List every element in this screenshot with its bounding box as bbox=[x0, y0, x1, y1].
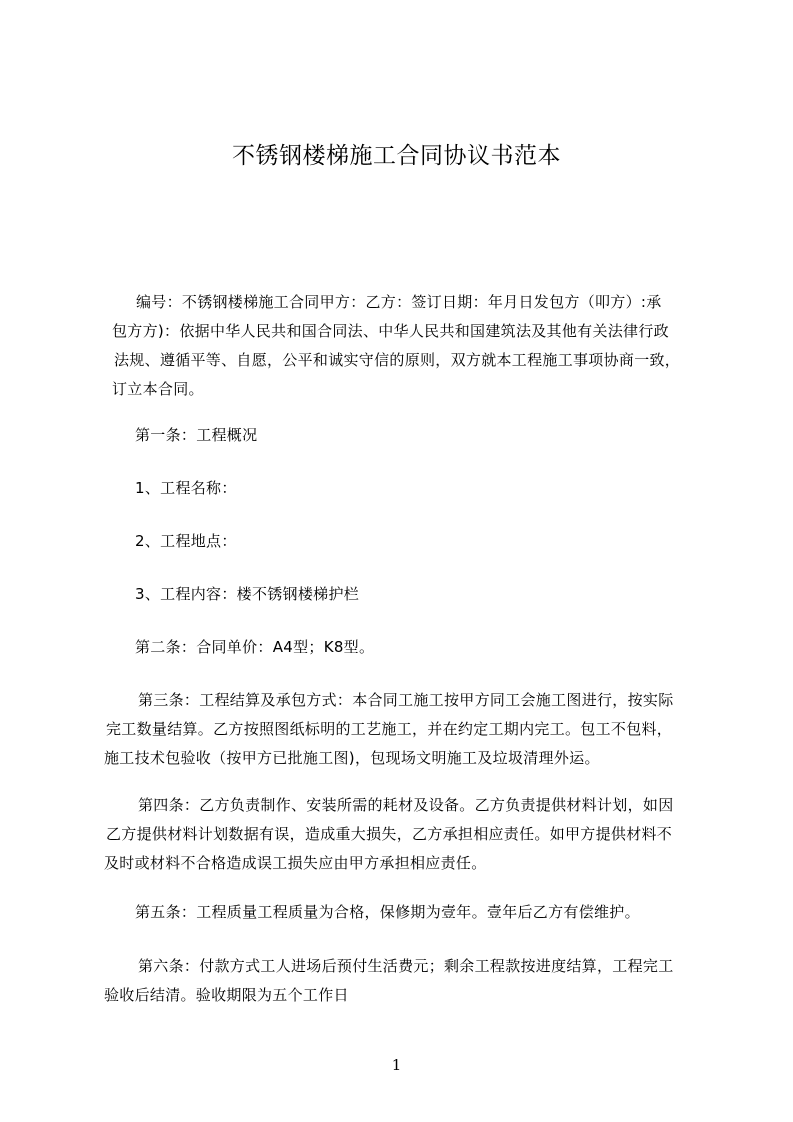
preamble-line: 订立本合同。 bbox=[112, 380, 204, 398]
article2-paragraph: 第二条：合同单价：A4型；K8型。 bbox=[135, 638, 375, 656]
article3-line: 完工数量结算。乙方按照图纸标明的工艺施工，并在约定工期内完工。包工不包料， bbox=[106, 720, 673, 738]
project-name-item: 1、工程名称： bbox=[135, 479, 237, 497]
article4-paragraph bbox=[104, 791, 704, 878]
preamble-line: 法规、遵循平等、自愿，公平和诚实守信的原则，双方就本工程施工事项协商一致， bbox=[114, 351, 681, 369]
article5-paragraph: 第五条：工程质量工程质量为合格，保修期为壹年。壹年后乙方有偿维护。 bbox=[135, 903, 640, 921]
article3-line: 第三条：工程结算及承包方式：本合同工施工按甲方同工会施工图进行，按实际 bbox=[138, 691, 674, 709]
article3-line: 施工技术包验收（按甲方已批施工图)，包现场文明施工及垃圾清理外运。 bbox=[104, 749, 600, 767]
article6-line: 第六条：付款方式工人进场后预付生活费元；剩余工程款按进度结算，工程完工 bbox=[138, 957, 674, 975]
article4-line: 乙方提供材料计划数据有误，造成重大损失，乙方承担相应责任。如甲方提供材料不 bbox=[106, 825, 673, 843]
article1-heading: 第一条：工程概况 bbox=[135, 426, 258, 444]
article6-line: 验收后结清。验收期限为五个工作日 bbox=[104, 986, 349, 1004]
article6-paragraph bbox=[104, 952, 704, 1010]
preamble-paragraph bbox=[104, 288, 704, 404]
project-location-item: 2、工程地点： bbox=[135, 532, 237, 550]
article4-line: 第四条：乙方负责制作、安装所需的耗材及设备。乙方负责提供材料计划，如因 bbox=[138, 796, 674, 814]
page-number: 1 bbox=[391, 1056, 402, 1074]
preamble-line: 包方方)：依据中华人民共和国合同法、中华人民共和国建筑法及其他有关法律行政 bbox=[112, 322, 669, 340]
article3-paragraph bbox=[104, 686, 704, 773]
project-content-item: 3、工程内容：楼不锈钢楼梯护栏 bbox=[135, 585, 360, 603]
article4-line: 及时或材料不合格造成误工损失应由甲方承担相应责任。 bbox=[104, 854, 487, 872]
preamble-line: 编号：不锈钢楼梯施工合同甲方：乙方：签订日期：年月日发包方（叩方）:承 bbox=[136, 293, 662, 311]
page-title: 不锈钢楼梯施工合同协议书范本 bbox=[232, 143, 561, 169]
